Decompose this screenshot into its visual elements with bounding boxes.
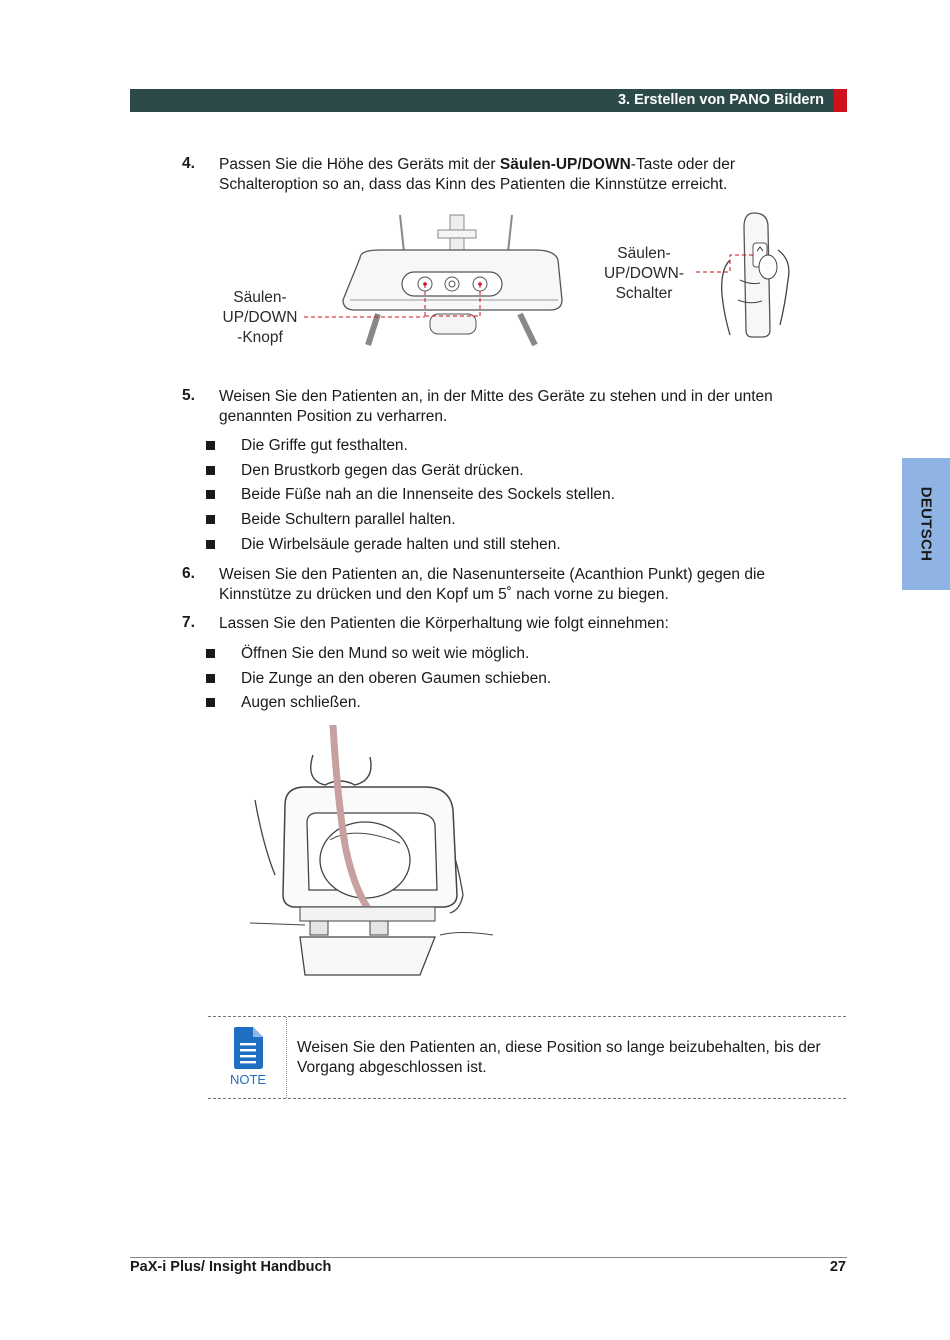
bullet-marker [206, 490, 215, 499]
language-tab-label: DEUTSCH [917, 486, 935, 562]
knob-callout: Säulen- UP/DOWN -Knopf [222, 289, 298, 346]
note-top-border [208, 1016, 846, 1017]
bullet-marker [206, 515, 215, 524]
note-bottom-border [208, 1098, 846, 1099]
note-text: Weisen Sie den Patienten an, diese Position so lange beizubehalten, bis der Vorgang abgeschlossen ist. [297, 1039, 821, 1076]
bullet-marker [206, 441, 215, 450]
chapter-title: 3. Erstellen von PANO Bildern [617, 92, 824, 108]
header-accent [834, 89, 847, 112]
bullet-marker [206, 540, 215, 549]
step-5-bullet: Beide Schultern parallel halten. [241, 511, 456, 528]
chin-rest-illustration [245, 725, 505, 985]
step-6-text: Weisen Sie den Patienten an, die Nasenunterseite (Acanthion Punkt) gegen die Kinnstütze zu drücken und den Kopf um 5˚ nach vorne zu biegen. [219, 566, 766, 603]
switch-callout: Säulen- UP/DOWN- Schalter [603, 245, 685, 302]
bullet-marker [206, 466, 215, 475]
language-tab [902, 458, 950, 590]
footer-manual-title: PaX-i Plus/ Insight Handbuch [130, 1259, 332, 1275]
document-icon [231, 1026, 265, 1070]
bullet-marker [206, 698, 215, 707]
step-4-number: 4. [182, 155, 195, 172]
bullet-marker [206, 674, 215, 683]
step-5-text: Weisen Sie den Patienten an, in der Mitte des Geräte zu stehen und in der unten genannten Position zu verharren. [219, 388, 773, 425]
step-6-number: 6. [182, 565, 195, 582]
step-7-number: 7. [182, 614, 195, 631]
page-number: 27 [829, 1259, 846, 1275]
step-5-bullet: Die Griffe gut festhalten. [241, 437, 408, 454]
step-4-text: Passen Sie die Höhe des Geräts mit der Säulen-UP/DOWN-Taste oder der Schalteroption so an, dass das Kinn des Patienten die Kinnstütze erreicht. [219, 156, 736, 193]
note-label: NOTE [229, 1072, 267, 1087]
step-4-bold-term: Säulen-UP/DOWN [499, 156, 631, 173]
step-5-bullet: Die Wirbelsäule gerade halten und still stehen. [241, 536, 561, 553]
step-5-bullet: Den Brustkorb gegen das Gerät drücken. [241, 462, 524, 479]
note-divider [286, 1017, 287, 1098]
step-5-bullet: Beide Füße nah an die Innenseite des Sockels stellen. [241, 486, 615, 503]
step-7-text: Lassen Sie den Patienten die Körperhaltung wie folgt einnehmen: [219, 615, 669, 632]
step-7-bullet: Augen schließen. [241, 694, 361, 711]
hand-switch-illustration [690, 205, 800, 345]
step-5-number: 5. [182, 387, 195, 404]
step-7-bullet: Öffnen Sie den Mund so weit wie möglich. [241, 645, 530, 662]
step-7-bullet: Die Zunge an den oberen Gaumen schieben. [241, 670, 552, 687]
bullet-marker [206, 649, 215, 658]
footer-divider [130, 1257, 847, 1258]
